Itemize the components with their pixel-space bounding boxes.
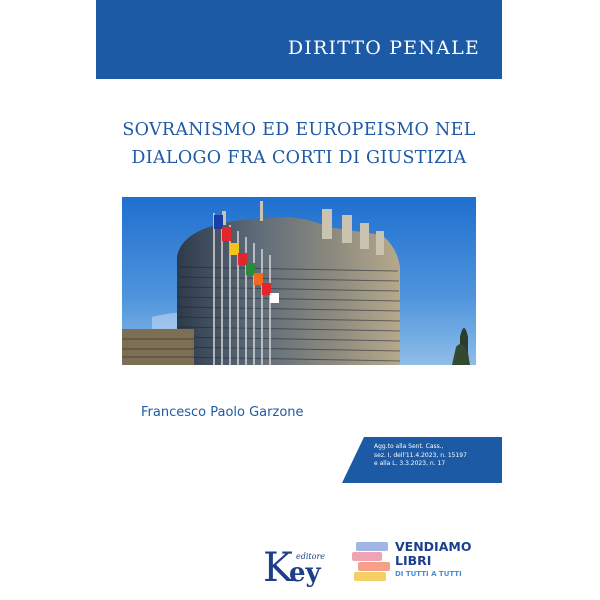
- low-building: [122, 329, 194, 365]
- publisher-logo: [263, 545, 335, 594]
- book-cover: [96, 0, 504, 600]
- series-title: DIRITTO PENALE: [287, 37, 480, 59]
- publisher-logo-ey: ey: [289, 558, 321, 588]
- vendor-name: [395, 540, 471, 568]
- update-note-text: [374, 443, 467, 469]
- vendor-tagline: DI TUTTI A TUTTI: [395, 570, 462, 578]
- author-name: Francesco Paolo Garzone: [141, 405, 304, 420]
- vendor-name-line-1: VENDIAMO: [395, 539, 472, 554]
- series-band: [96, 0, 502, 79]
- update-note-box: [342, 437, 502, 483]
- vendor-logo: [352, 540, 492, 590]
- update-note-line-3: e alla L. 3.3.2023, n. 17: [374, 460, 446, 468]
- publisher-logo-k: K: [263, 545, 293, 591]
- cover-photo: [122, 197, 476, 365]
- vendor-name-line-2: LIBRI: [395, 553, 432, 568]
- update-note-line-1: Agg.to alla Sent. Cass.,: [374, 443, 444, 450]
- publisher-logo-editore: editore: [296, 552, 326, 561]
- book-title-line-1: SOVRANISMO ED EUROPEISMO NEL: [122, 120, 476, 140]
- update-note-line-2: sez. I, dell'11.4.2023, n. 15197: [374, 451, 467, 459]
- books-icon: [352, 540, 392, 584]
- book-title-line-2: DIALOGO FRA CORTI DI GIUSTIZIA: [131, 148, 467, 168]
- book-title: [96, 116, 502, 172]
